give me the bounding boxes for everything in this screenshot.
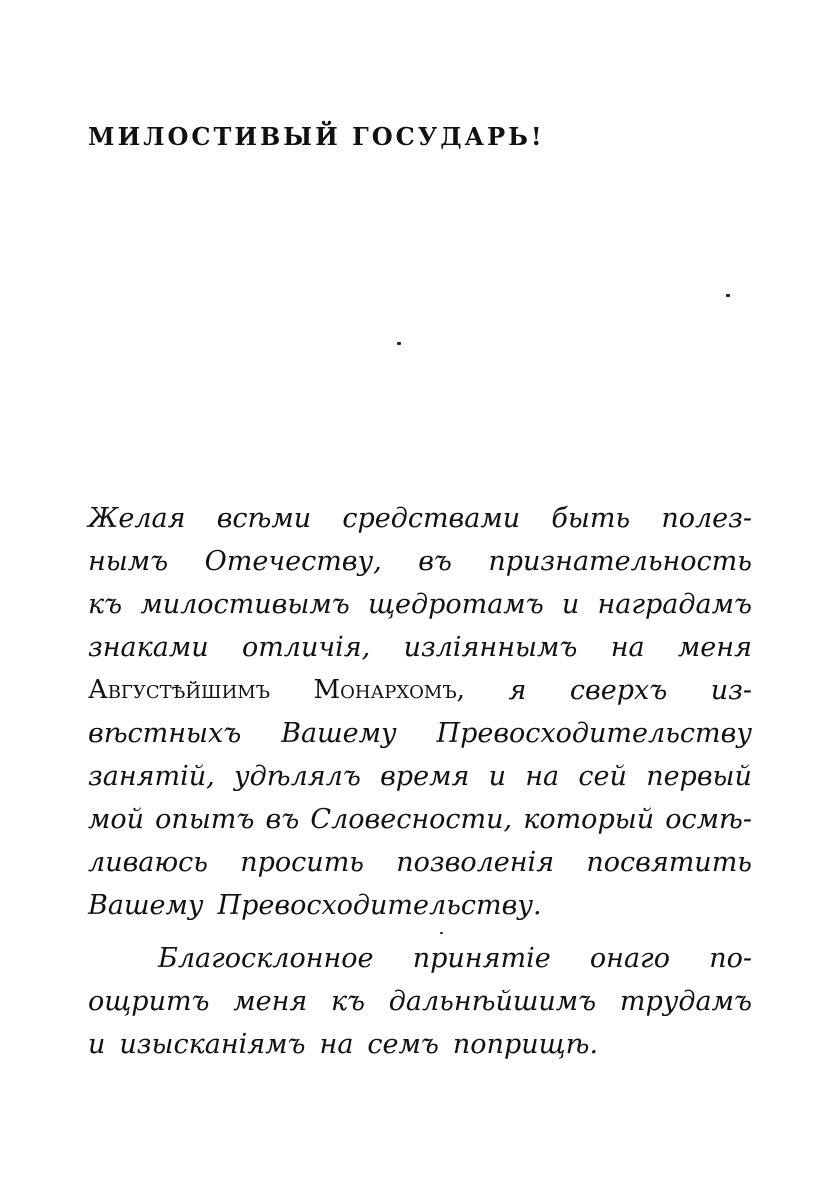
word: Превосходительству. <box>217 890 542 921</box>
word: сверхъ <box>569 675 668 706</box>
word: Вашему <box>281 718 397 749</box>
word: вѣстныхъ <box>88 718 242 749</box>
word: щедротамъ <box>367 589 544 620</box>
text-line <box>88 1023 752 1066</box>
word: и <box>488 761 506 792</box>
word: Желая <box>88 503 186 534</box>
word: на <box>319 1029 354 1060</box>
word: въ <box>418 546 452 577</box>
text-line <box>88 712 752 755</box>
word: удѣлялъ <box>233 761 361 792</box>
word: трудамъ <box>619 986 752 1017</box>
word: въ <box>265 804 300 835</box>
word: всѣми <box>216 503 312 534</box>
word: меня <box>677 632 752 663</box>
word: время <box>380 761 470 792</box>
word: онаго <box>589 943 670 974</box>
text-line <box>88 497 752 540</box>
word: ощритъ <box>88 986 210 1017</box>
word: по- <box>709 943 752 974</box>
word: позволенія <box>396 847 555 878</box>
word: быть <box>551 503 631 534</box>
text-line <box>88 937 752 980</box>
dedication-paragraph-1 <box>88 497 752 927</box>
text-line <box>88 980 752 1023</box>
word: нымъ <box>88 546 169 577</box>
word: полез- <box>661 503 752 534</box>
ink-speck <box>440 932 443 934</box>
word: поприщѣ. <box>452 1029 599 1060</box>
word: ливаюсь <box>88 847 208 878</box>
word: къ <box>330 986 366 1017</box>
word: признательность <box>488 546 752 577</box>
word: наградамъ <box>597 589 752 620</box>
text-line <box>88 669 752 712</box>
word: дальнѣйшимъ <box>388 986 597 1017</box>
word: знаками <box>88 632 209 663</box>
word: опытъ <box>155 804 255 835</box>
text-line <box>88 841 752 884</box>
text-line <box>88 583 752 626</box>
word: семъ <box>367 1029 439 1060</box>
word: милостивымъ <box>140 589 350 620</box>
word: посвятить <box>586 847 752 878</box>
salutation-heading: МИЛОСТИВЫЙ ГОСУДАРЬ! <box>88 122 545 151</box>
text-line <box>88 755 752 798</box>
text-line <box>88 540 752 583</box>
word: занятій, <box>88 761 215 792</box>
word: и <box>561 589 580 620</box>
word: изліяннымъ <box>403 632 578 663</box>
word: первый <box>646 761 752 792</box>
word: мой <box>88 804 145 835</box>
text-line <box>88 884 752 927</box>
word: на <box>610 632 645 663</box>
word: Августѣйшимъ <box>88 675 270 705</box>
word: Отечеству, <box>204 546 382 577</box>
word: я <box>508 675 527 706</box>
word: изысканіямъ <box>119 1029 306 1060</box>
text-line <box>88 798 752 841</box>
word: из- <box>710 675 752 706</box>
word: Словесности, <box>310 804 513 835</box>
word: Вашему <box>88 890 204 921</box>
word: Благосклонное <box>158 943 374 974</box>
word: отличія, <box>241 632 371 663</box>
word: на <box>525 761 560 792</box>
word: къ <box>88 589 123 620</box>
ink-speck <box>397 342 401 345</box>
word: сей <box>578 761 627 792</box>
word: Монархомъ, <box>313 675 465 705</box>
ink-speck <box>726 294 730 297</box>
word: просить <box>240 847 364 878</box>
dedication-paragraph-2 <box>88 937 752 1066</box>
word: осмѣ- <box>665 804 752 835</box>
word: средствами <box>342 503 521 534</box>
word: принятіе <box>412 943 551 974</box>
word: и <box>88 1029 106 1060</box>
text-line <box>88 626 752 669</box>
word: который <box>523 804 655 835</box>
word: Превосходительству <box>436 718 752 749</box>
word: меня <box>233 986 308 1017</box>
